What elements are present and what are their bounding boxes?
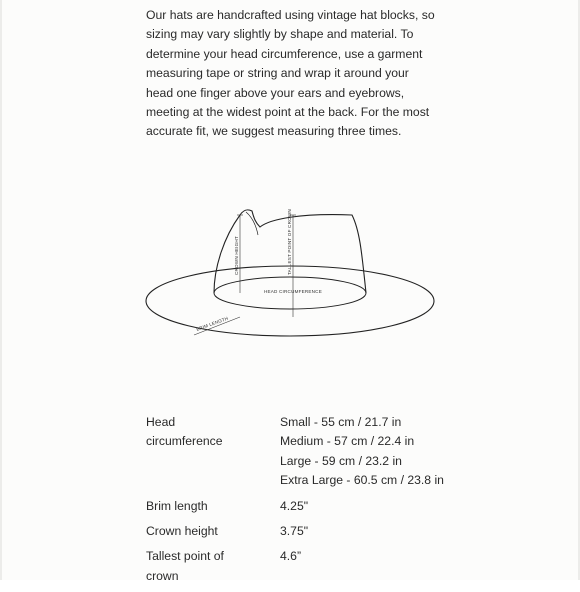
spec-label-brim: Brim length (146, 498, 208, 513)
spec-row-crown (146, 522, 446, 541)
left-edge-shadow (0, 0, 2, 580)
hat-diagram (140, 195, 440, 345)
spec-label-crown: Crown height (146, 524, 218, 539)
size-extra-large: Extra Large - 60.5 cm / 23.8 in (280, 473, 444, 488)
size-small: Small - 55 cm / 21.7 in (280, 415, 402, 429)
spec-row-head (146, 413, 446, 491)
brim-length-label: BRIM LENGTH (195, 315, 229, 332)
size-large: Large - 59 cm / 23.2 in (280, 453, 402, 468)
spec-label-tallest-line2: crown (146, 568, 179, 583)
spec-label-head-line1: Head (146, 415, 176, 429)
crown-height-label: CROWN HEIGHT (234, 236, 239, 275)
spec-row-brim (146, 497, 446, 516)
spec-value-tallest: 4.6” (280, 549, 302, 564)
tallest-point-label: TALLEST POINT OF CROWN (287, 209, 292, 275)
size-specs (146, 413, 446, 592)
spec-row-tallest (146, 547, 446, 586)
size-medium: Medium - 57 cm / 22.4 in (280, 434, 415, 449)
spec-value-brim: 4.25" (280, 498, 309, 513)
spec-label-tallest-line1: Tallest point of (146, 549, 224, 564)
intro-paragraph: Our hats are handcrafted using vintage hat blocks, so sizing may vary slightly by shape and material. To determine your head circumference, use a garment measuring tape or string and wrap it around your head one finger above your ears and eyebrows, meeting at the widest point at the back. For the most accurate fit, we suggest measuring three times. (146, 8, 435, 139)
head-circumference-label: HEAD CIRCUMFERENCE (264, 289, 322, 294)
spec-label-head-line2: circumference (146, 434, 223, 449)
spec-value-crown: 3.75" (280, 524, 309, 539)
